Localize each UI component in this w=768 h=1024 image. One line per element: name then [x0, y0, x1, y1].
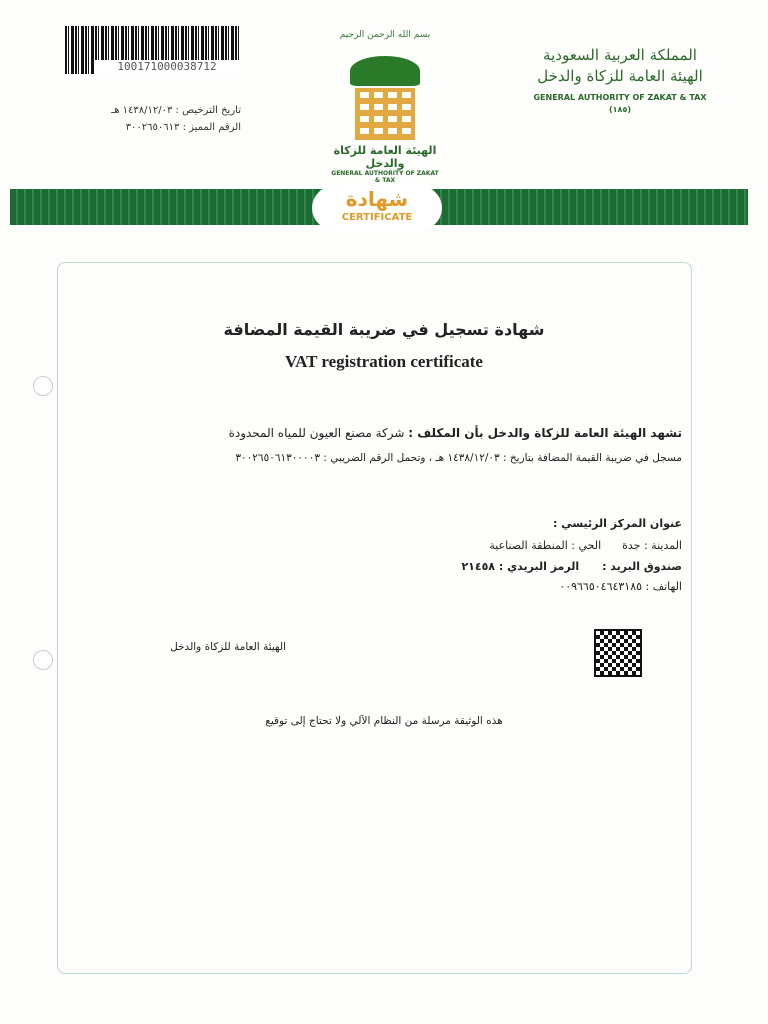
license-meta: [111, 102, 241, 136]
banner-english: CERTIFICATE: [341, 212, 413, 223]
logo-english: GENERAL AUTHORITY OF ZAKAT & TAX: [331, 170, 439, 184]
kingdom-english: GENERAL AUTHORITY OF ZAKAT & TAX: [533, 93, 707, 102]
zakat-logo: [330, 30, 440, 184]
kingdom-number: (١٨٥): [609, 105, 631, 114]
issuer: الهيئة العامة للزكاة والدخل: [170, 641, 286, 653]
punch-hole: [33, 376, 53, 396]
certificate-badge: [312, 186, 442, 230]
banner-arabic: شهادة: [345, 187, 409, 211]
logo-arabic: الهيئة العامة للزكاة والدخل: [333, 144, 437, 170]
address-city: المدينة : جدة الحي : المنطقة الصناعية: [489, 539, 682, 552]
address-phone: الهاتف : ٠٠٩٦٦٥٠٤٦٤٣١٨٥: [559, 580, 682, 593]
distinct-number: الرقم المميز : ٣٠٠٢٦٥٠٦١٣: [125, 122, 241, 133]
taxpayer-label: تشهد الهيئة العامة للزكاة والدخل بأن المكلف :: [408, 426, 682, 440]
kingdom-line1: المملكة العربية السعودية: [543, 46, 697, 64]
kingdom-line2: الهيئة العامة للزكاة والدخل: [537, 67, 703, 85]
qr-code: [594, 629, 642, 677]
taxpayer-line: [229, 426, 682, 440]
footer-note: هذه الوثيقة مرسلة من النظام الآلي ولا تحتاج إلى توقيع: [265, 715, 503, 727]
title-english: VAT registration certificate: [285, 352, 483, 371]
title-arabic: شهادة تسجيل في ضريبة القيمة المضافة: [223, 320, 545, 339]
address-title: عنوان المركز الرئيسي :: [553, 517, 682, 530]
palm-icon: [350, 56, 420, 86]
taxpayer-name: شركة مصنع العيون للمياه المحدودة: [228, 426, 405, 440]
license-date: تاريخ الترخيص : ١٤٣٨/١٢/٠٣ هـ: [111, 105, 241, 116]
zakat-monogram-icon: [355, 88, 415, 140]
basmala: بسم الله الرحمن الرحيم: [339, 30, 431, 40]
address-pobox: صندوق البريد : الرمز البريدي : ٢١٤٥٨: [461, 560, 682, 573]
kingdom-header: [520, 45, 720, 114]
punch-hole: [33, 650, 53, 670]
barcode-number: 100171000038712: [95, 60, 239, 74]
registration-line: مسجل في ضريبة القيمة المضافة بتاريخ : ١٤٣٨/١٢/٠٣ هـ ، وتحمل الرقم الضريبي : ٣٠٠٢٦٥٠٦١٣٠٠٠٠٣: [235, 452, 682, 464]
